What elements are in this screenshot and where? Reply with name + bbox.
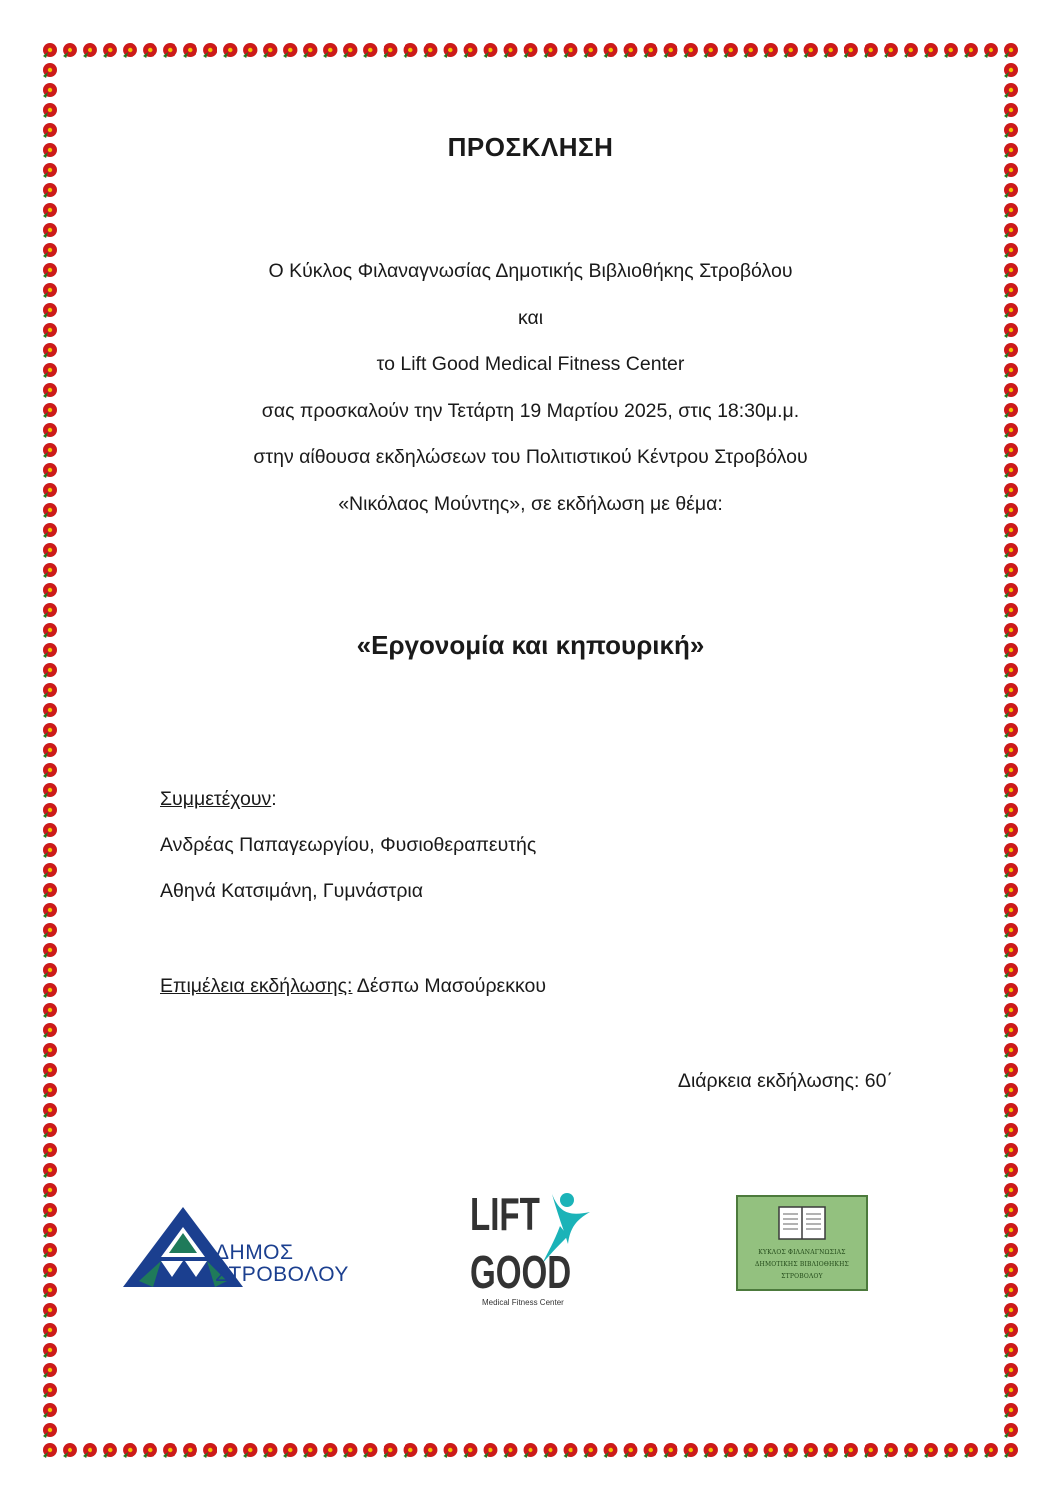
intro-line: το Lift Good Medical Fitness Center — [376, 353, 685, 375]
invitation-title: ΠΡΟΣΚΛΗΣΗ — [447, 132, 614, 162]
curation-label: Επιμέλεια εκδήλωσης: — [160, 975, 353, 997]
participants-heading — [160, 788, 277, 811]
curation-line — [160, 975, 546, 998]
participants-label: Συμμετέχουν — [160, 788, 272, 810]
library-logo-line3: ΣΤΡΟΒΟΛΟΥ — [781, 1273, 823, 1280]
intro-line: «Νικόλαος Μούντης», σε εκδήλωση με θέμα: — [338, 492, 723, 515]
intro-line: σας προσκαλούν την Τετάρτη 19 Μαρτίου 2025, στις 18:30μ.μ. — [261, 399, 800, 422]
intro-line: στην αίθουσα εκδηλώσεων του Πολιτιστικού Κέντρου Στροβόλου — [253, 446, 808, 468]
lift-good-logo — [468, 1186, 598, 1312]
participants-colon: : — [271, 788, 277, 810]
lift-good-tagline: Medical Fitness Center — [482, 1298, 564, 1307]
lift-good-line2: GOOD — [470, 1246, 572, 1298]
participant-name: Ανδρέας Παπαγεωργίου, Φυσιοθεραπευτής — [160, 834, 537, 856]
curation-name: Δέσπω Μασούρεκκου — [352, 975, 547, 997]
event-topic: «Εργονομία και κηπουρική» — [356, 630, 705, 660]
strovolos-logo-line1: ΔΗΜΟΣ — [215, 1241, 294, 1264]
invitation-intro — [0, 248, 1061, 527]
event-duration: Διάρκεια εκδήλωσης: 60΄ — [677, 1070, 893, 1092]
strovolos-logo — [123, 1205, 383, 1295]
intro-line: Ο Κύκλος Φιλαναγνωσίας Δημοτικής Βιβλιοθήκης Στροβόλου — [268, 260, 793, 282]
intro-line: και — [517, 306, 544, 329]
open-book-icon — [778, 1205, 826, 1241]
strovolos-logo-line2: ΣΤΡΟΒΟΛΟΥ — [215, 1263, 349, 1286]
library-logo-line1: ΚΥΚΛΟΣ ΦΙΛΑΝΑΓΝΩΣΙΑΣ — [758, 1249, 846, 1256]
library-logo-line2: ΔΗΜΟΤΙΚΗΣ ΒΙΒΛΙΟΘΗΚΗΣ — [755, 1261, 849, 1268]
lift-good-line1: LIFT — [470, 1188, 540, 1240]
participant-name: Αθηνά Κατσιμάνη, Γυμνάστρια — [160, 880, 424, 902]
library-reading-circle-logo — [736, 1195, 868, 1291]
